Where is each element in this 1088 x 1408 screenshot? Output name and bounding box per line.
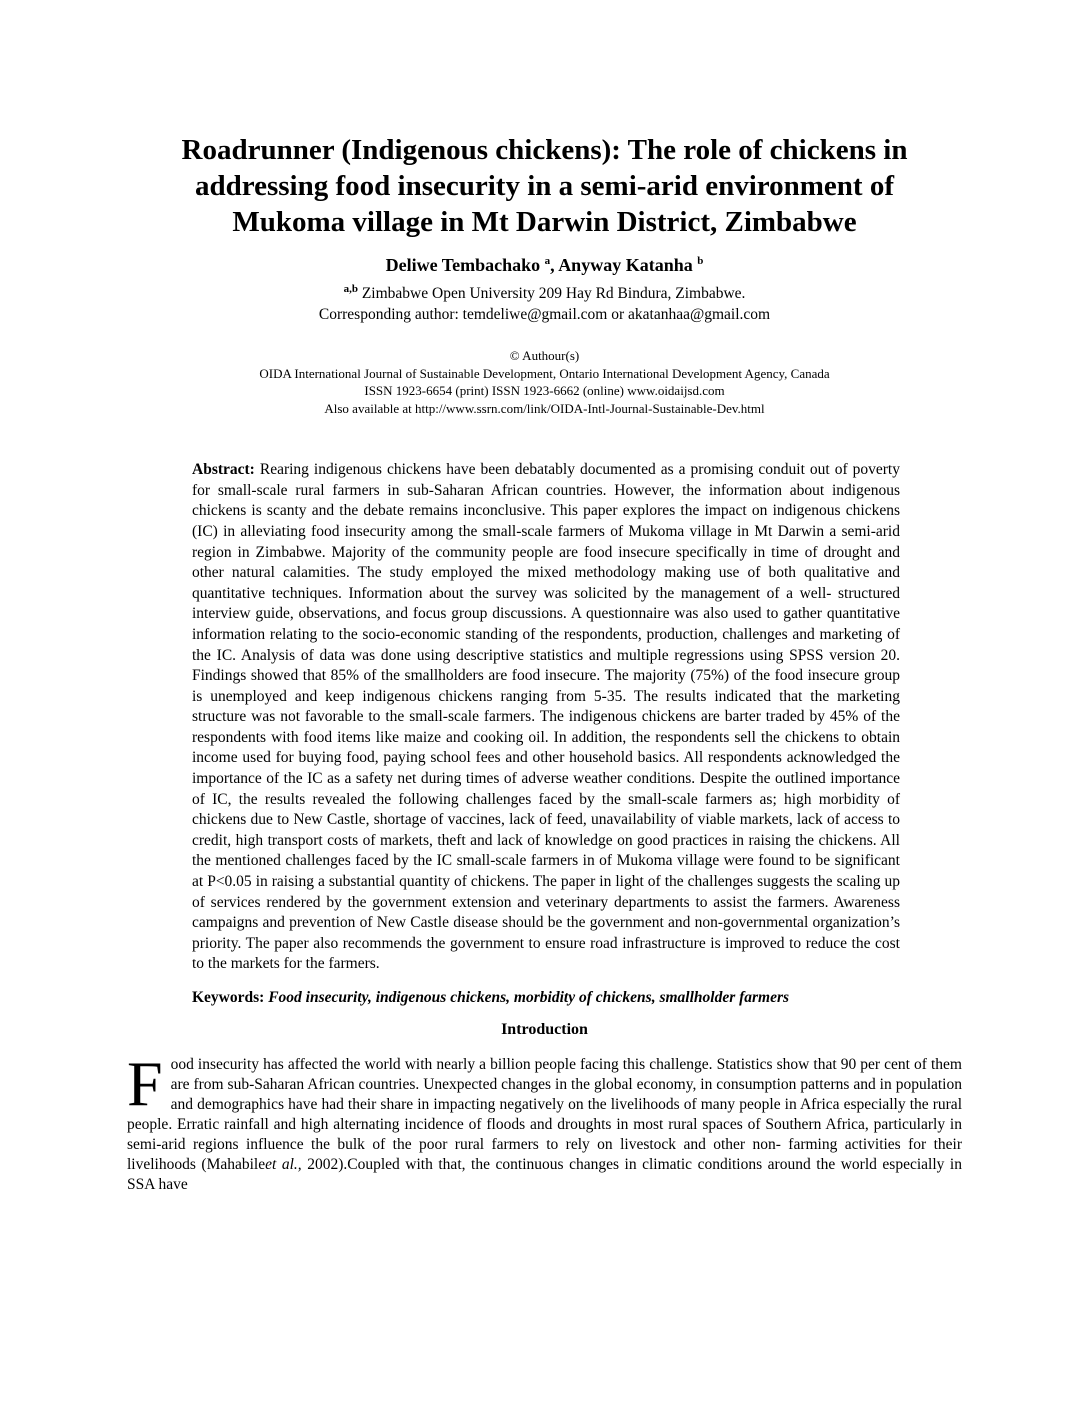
- authors-line: [127, 255, 962, 276]
- authors-separator: ,: [550, 255, 559, 275]
- author-superscript-b: b: [697, 255, 704, 267]
- abstract-text: Rearing indigenous chickens have been debatably documented as a promising conduit out of poverty for small-scale rural farmers in sub-Saharan African countries. However, the information about indigenous chickens is scanty and the debate remains inconclusive. This paper explores the impact on indigenous chickens (IC) in alleviating food insecurity among the small-scale farmers of Mukoma village in Mt Darwin a semi-arid region in Zimbabwe. Majority of the community people are food insecure specifically in time of drought and other natural calamities. The study employed the mixed methodology making use of both qualitative and quantitative techniques. Information about the survey was solicited by the management of a well- structured interview guide, observations, and focus group discussions. A questionnaire was also used to gather quantitative information relating to the socio-economic standing of the respondents, production, challenges and marketing of the IC. Analysis of data was done using descriptive statistics and multiple regressions using SPSS version 20. Findings showed that 85% of the smallholders are food insecure. The majority (75%) of the food insecure group is unemployed and keep indigenous chickens ranging from 5-35. The results indicated that the marketing structure was not favorable to the small-scale farmers. The indigenous chickens are barter traded by 45% of the respondents with food items like maize and cooking oil. In addition, the respondents sell the chickens to obtain income used for buying food, paying school fees and other household basics. All respondents acknowledged the importance of the IC as a safety net during times of adverse weather conditions. Despite the outlined importance of IC, the results revealed the following challenges faced by the small-scale farmers as; high morbidity of chickens due to New Castle, shortage of vaccines, lack of feed, unavailability of viable markets, lack of access to credit, high transport costs of markets, theft and lack of knowledge on good practices in raising the chickens. All the mentioned challenges faced by the IC small-scale farmers in of Mukoma village were found to be significant at P<0.05 in raising a substantial quantity of chickens. The paper in light of the challenges suggests the scaling up of services rendered by the government extension and veterinary departments to assist the farmers. Awareness campaigns and prevention of New Castle disease should be the government and non-governmental organization’s priority. The paper also recommends the government to ensure road infrastructure is improved to reduce the cost to the markets for the farmers.: [192, 461, 900, 973]
- copyright-authors-line: © Authour(s): [509, 348, 580, 364]
- abstract-paragraph: [192, 460, 900, 975]
- corresponding-author-line: Corresponding author: temdeliwe@gmail.com or akatanhaa@gmail.com: [318, 306, 771, 324]
- keywords-text: Food insecurity, indigenous chickens, morbidity of chickens, smallholder farmers: [264, 989, 790, 1006]
- introduction-text-continued: 2002).Coupled with that, the continuous changes in climatic conditions around the world especially in SSA have: [127, 1155, 962, 1193]
- paper-title-line-1: Roadrunner (Indigenous chickens): The role of chickens in: [181, 134, 908, 166]
- abstract-label: Abstract:: [192, 461, 255, 479]
- copyright-block: [127, 347, 962, 417]
- paper-title-line-2: addressing food insecurity in a semi-arid environment of: [195, 170, 894, 202]
- keywords-line: [192, 988, 900, 1008]
- affiliation-superscript: a,b: [343, 283, 358, 295]
- keywords-label: Keywords:: [192, 989, 265, 1006]
- drop-cap: F: [127, 1047, 163, 1119]
- author-superscript-a: a: [544, 255, 551, 267]
- author-name-1: Deliwe Tembachako: [385, 255, 545, 275]
- affiliation-line: [127, 279, 962, 304]
- journal-name-line: OIDA International Journal of Sustainable Development, Ontario International Development Agency, Canada: [259, 365, 830, 381]
- paper-title: [127, 132, 962, 240]
- affiliation-text: Zimbabwe Open University 209 Hay Rd Bindura, Zimbabwe.: [357, 285, 746, 303]
- introduction-paragraph: [127, 1047, 962, 1195]
- issn-line: ISSN 1923-6654 (print) ISSN 1923-6662 (online) www.oidaijsd.com: [364, 383, 725, 399]
- paper-title-line-3: Mukoma village in Mt Darwin District, Zimbabwe: [232, 206, 857, 238]
- availability-url-line: Also available at http://www.ssrn.com/link/OIDA-Intl-Journal-Sustainable-Dev.html: [324, 400, 765, 416]
- introduction-text: ood insecurity has affected the world with nearly a billion people facing this challenge. Statistics show that 90 per cent of them are from sub-Saharan African countries. Unexpected changes in the global economy, in consumption patterns and in population and demographics have had their share in impacting negatively on the livelihoods of many people in Africa especially the rural people. Erratic rainfall and high alternating incidence of floods and droughts in most rural spaces of Southern Africa, particularly in semi-arid regions influence the bulk of the poor rural farmers to rely on livestock and other non- farming activities for their livelihoods (Mahabile: [127, 1055, 962, 1173]
- citation-et-al: et al.,: [265, 1155, 302, 1173]
- author-name-2: Anyway Katanha: [558, 255, 698, 275]
- section-heading-introduction: Introduction: [501, 1021, 588, 1038]
